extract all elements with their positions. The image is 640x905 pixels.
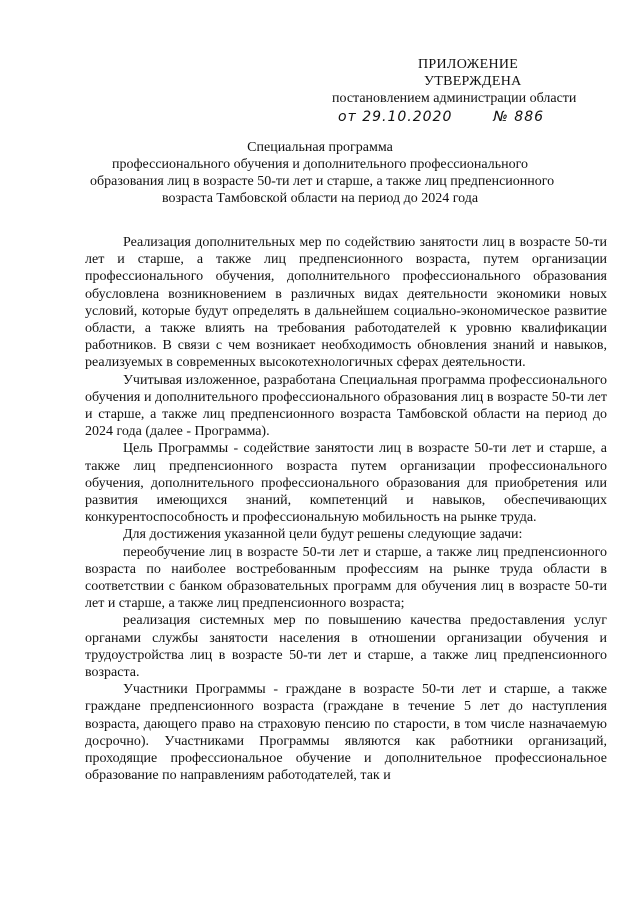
approved-label: УТВЕРЖДЕНА xyxy=(424,74,522,89)
decree-date: 29.10.2020 xyxy=(362,109,453,125)
handwritten-date-number xyxy=(332,109,622,126)
title-line-1: Специальная программа xyxy=(247,140,393,155)
title-line-4: возраста Тамбовской области на период до 2024 года xyxy=(161,191,479,206)
document-title xyxy=(90,139,555,207)
paragraph: переобучение лиц в возрасте 50-ти лет и старше, а также лиц предпенсионного возраста по наиболее востребованным профессиям на рынке труда области в соответствии с банком образовательных программ для обучения лиц в возрасте 50-ти лет и старше, а также лиц предпенсионного возраста; xyxy=(85,544,607,612)
paragraph: Реализация дополнительных мер по содействию занятости лиц в возрасте 50-ти лет и старше, а также лиц предпенсионного возраста, путем организации профессионального обучения, дополнительного профессионального образования обусловлена возникновением в различных видах деятельности экономики новых условий, которые будут определять в дальнейшем социально-экономическое развитие области, а также влиять на требования работодателей к уровню квалификации работников. В связи с чем возникает необходимость обновления знаний и навыков, реализуемых в современных высокотехнологичных сферах деятельности. xyxy=(85,235,607,371)
title-line-2: профессионального обучения и дополнительного профессионального xyxy=(111,157,528,172)
paragraph: Учитывая изложенное, разработана Специальная программа профессионального обучения и дополнительного профессионального образования лиц в возрасте 50-ти лет и старше, а также лиц предпенсионного возраста Тамбовской области на период до 2024 года (далее - Программа). xyxy=(85,372,607,440)
date-prefix: от xyxy=(338,109,357,125)
paragraph: Цель Программы - содействие занятости лиц в возрасте 50-ти лет и старше, а также лиц предпенсионного возраста путем организации профессионального обучения, дополнительного профессионального образования для приобретения или развития имеющихся знаний, компетенций и навыков, обеспечивающих конкурентоспособность и профессиональную мобильность на рынке труда. xyxy=(85,441,607,526)
title-line-3: образования лиц в возрасте 50-ти лет и старше, а также лиц предпенсионного xyxy=(90,174,555,189)
document-body xyxy=(85,234,607,785)
number-prefix: № xyxy=(493,109,509,125)
paragraph: реализация системных мер по повышению качества предоставления услуг органами службы занятости населения в отношении организации обучения и трудоустройства лиц в возрасте 50-ти лет и старше, а также лиц предпенсионного возраста. xyxy=(85,613,607,681)
approval-block xyxy=(332,56,622,126)
paragraph: Участники Программы - граждане в возрасте 50-ти лет и старше, а также граждане предпенсионного возраста (граждане в течение 5 лет до наступления возраста, дающего право на страховую пенсию по старости, в том числе назначаемую досрочно). Участниками Программы являются как работники организаций, проходящие профессиональное обучение и дополнительное профессиональное образование по направлениям работодателей, так и xyxy=(85,682,607,784)
approved-by-text: постановлением администрации области xyxy=(332,91,577,106)
decree-number: 886 xyxy=(514,109,545,125)
paragraph: Для достижения указанной цели будут решены следующие задачи: xyxy=(123,527,523,543)
appendix-label: ПРИЛОЖЕНИЕ xyxy=(418,57,519,72)
